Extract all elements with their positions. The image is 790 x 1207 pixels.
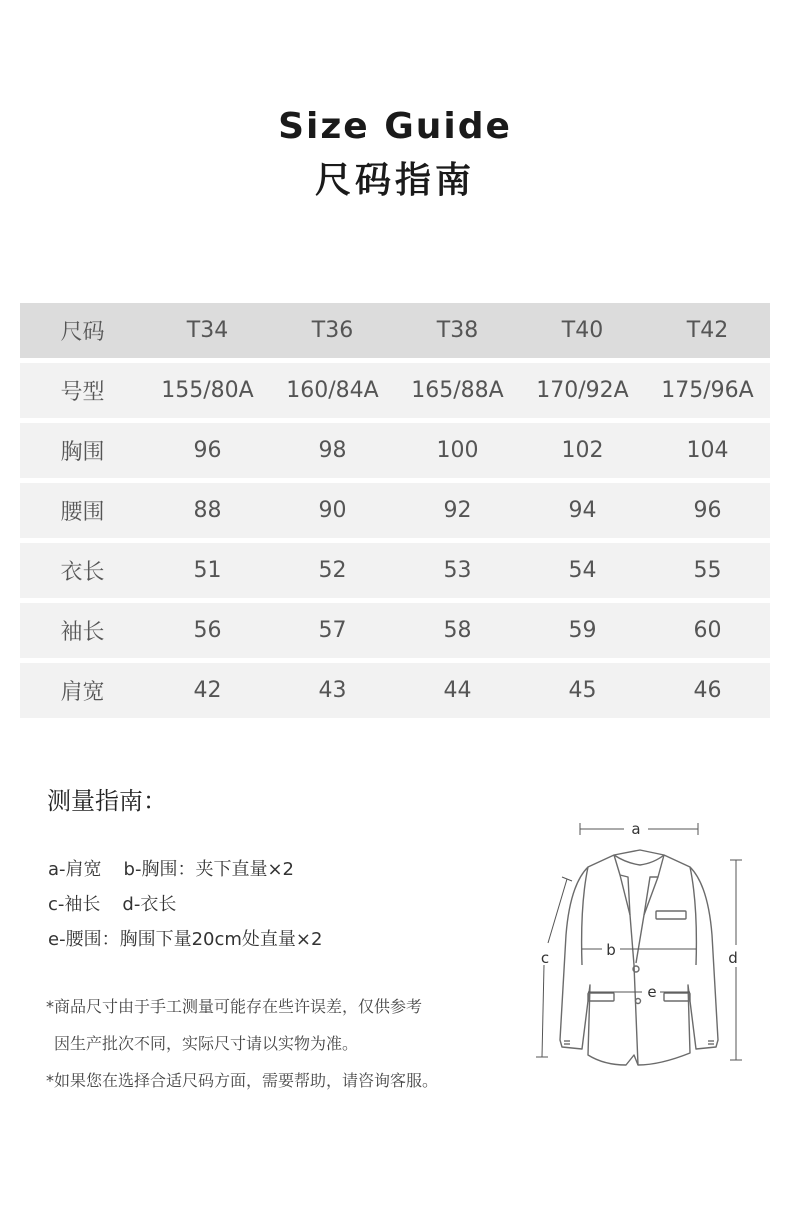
table-cell: 160/84A [286,378,379,403]
header-size: T36 [311,318,354,343]
table-row [20,423,770,478]
row-label: 肩宽 [60,680,105,705]
note-accuracy: *商品尺寸由于手工测量可能存在些许误差，仅供参考 [46,997,423,1016]
table-cell: 43 [318,678,347,703]
table-cell: 45 [568,678,597,703]
table-cell: 57 [318,618,347,643]
table-cell: 60 [693,618,722,643]
label-c: c [540,949,550,967]
title-english: Size Guide [278,106,512,147]
table-cell: 165/88A [411,378,504,403]
guide-line-1 [48,855,294,881]
label-d: d [728,949,738,967]
label-e: e [647,983,657,1001]
table-cell: 88 [193,498,222,523]
guide-item-c: c-袖长 [48,894,101,915]
guide-line-2 [48,890,176,916]
table-row [20,603,770,658]
note-help: *如果您在选择合适尺码方面，需要帮助，请咨询客服。 [46,1071,439,1090]
table-cell: 102 [561,438,604,463]
table-cell: 98 [318,438,347,463]
guide-item-d: d-衣长 [122,894,177,915]
table-cell: 54 [568,558,597,583]
table-cell: 44 [443,678,472,703]
table-cell: 46 [693,678,722,703]
table-cell: 96 [693,498,722,523]
table-cell: 55 [693,558,722,583]
label-a: a [631,820,641,838]
table-cell: 90 [318,498,347,523]
size-table [20,303,770,723]
table-row [20,543,770,598]
guide-line-3 [48,925,322,951]
table-cell: 51 [193,558,222,583]
row-label: 胸围 [60,440,105,465]
header-label: 尺码 [60,320,105,345]
guide-item-b: b-胸围：夹下直量×2 [123,859,294,880]
table-cell: 52 [318,558,347,583]
guide-item-a: a-肩宽 [48,859,102,880]
table-cell: 53 [443,558,472,583]
table-cell: 59 [568,618,597,643]
table-row [20,483,770,538]
table-cell: 92 [443,498,472,523]
label-b: b [606,941,616,959]
header-size: T38 [436,318,479,343]
header-size: T34 [186,318,229,343]
measure-c-line [536,877,572,1057]
table-cell: 94 [568,498,597,523]
table-row [20,663,770,718]
table-cell: 100 [436,438,479,463]
table-cell: 170/92A [536,378,629,403]
row-label: 号型 [60,380,105,405]
row-label: 袖长 [60,620,105,645]
measurement-guide-title: 测量指南： [47,787,167,815]
table-cell: 155/80A [161,378,254,403]
table-cell: 104 [686,438,729,463]
jacket-diagram [530,815,760,1075]
row-label: 衣长 [60,560,105,585]
table-cell: 42 [193,678,222,703]
header-size: T40 [561,318,604,343]
table-row [20,363,770,418]
header-size: T42 [686,318,729,343]
title-chinese: 尺码指南 [314,160,475,201]
note-batch: 因生产批次不同，实际尺寸请以实物为准。 [54,1034,359,1053]
jacket-outline [560,850,718,1065]
table-cell: 175/96A [661,378,754,403]
table-cell: 58 [443,618,472,643]
table-cell: 96 [193,438,222,463]
table-cell: 56 [193,618,222,643]
row-label: 腰围 [60,500,105,525]
table-header-row [20,303,770,358]
guide-item-e: e-腰围：胸围下量20cm处直量×2 [48,929,323,950]
